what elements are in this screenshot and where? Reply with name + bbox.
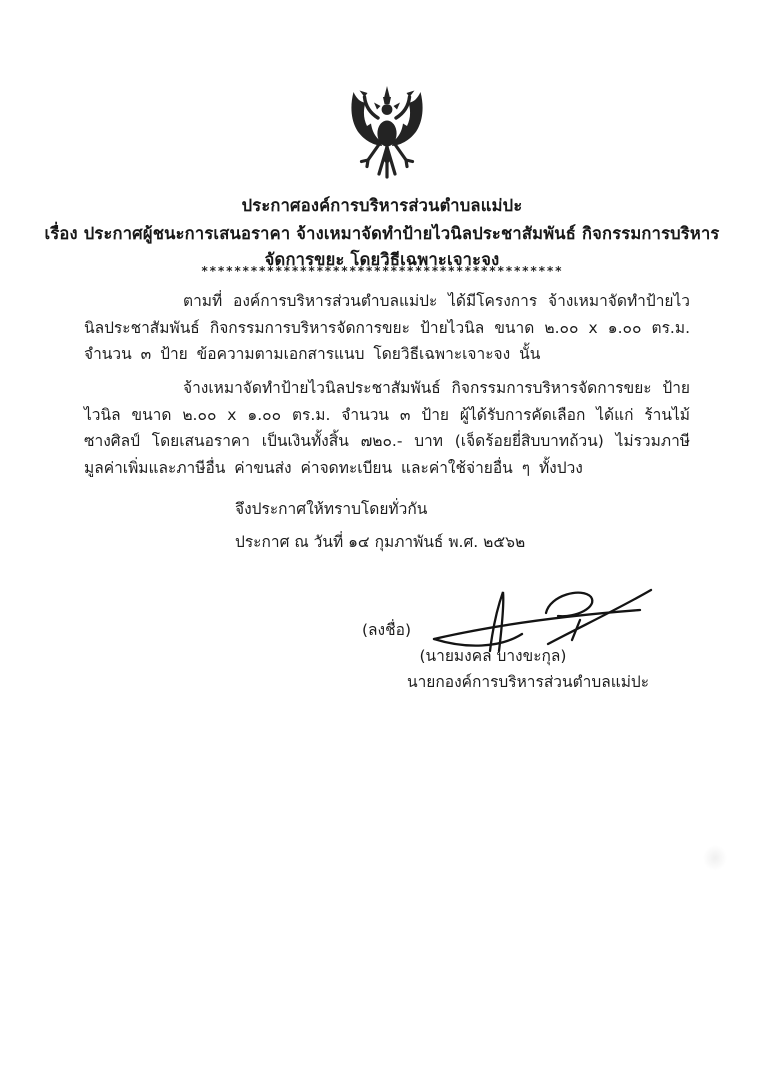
garuda-emblem-icon — [340, 84, 434, 180]
document-subject-line2: จัดการขยะ โดยวิธีเฉพาะเจาะจง — [264, 250, 500, 269]
document-title: ประกาศองค์การบริหารส่วนตำบลแม่ปะ — [241, 196, 523, 215]
signer-name: (นายมงคล บางขะกุล) — [419, 647, 567, 665]
announcement-date-line: ประกาศ ณ วันที่ ๑๔ กุมภาพันธ์ พ.ศ. ๒๕๖๒ — [235, 533, 526, 551]
signer-title: นายกองค์การบริหารส่วนตำบลแม่ปะ — [407, 673, 650, 691]
scan-artifact — [703, 845, 727, 871]
document-subject-line1: เรื่อง ประกาศผู้ชนะการเสนอราคา จ้างเหมาจัดทำป้ายไวนิลประชาสัมพันธ์ กิจกรรมการบริหาร — [44, 224, 720, 243]
body-paragraph-1: ตามที่ องค์การบริหารส่วนตำบลแม่ปะ ได้มีโครงการ จ้างเหมาจัดทำป้ายไวนิลประชาสัมพันธ์ กิจกรรมการบริหารจัดการขยะ ป้ายไวนิล ขนาด ๒.๐๐ x ๑.๐๐ ตร.ม. จำนวน ๓ ป้าย ข้อความตามเอกสารแนบ โดยวิธีเฉพาะเจาะจง นั้น — [84, 292, 690, 363]
sign-label: (ลงชื่อ) — [362, 621, 411, 639]
body-paragraph-2: จ้างเหมาจัดทำป้ายไวนิลประชาสัมพันธ์ กิจกรรมการบริหารจัดการขยะ ป้ายไวนิล ขนาด ๒.๐๐ x ๑.๐๐ ตร.ม. จำนวน ๓ ป้าย ผู้ได้รับการคัดเลือก ได้แก่ ร้านไม้ซางศิลป์ โดยเสนอราคา เป็นเงินทั้งสิ้น ๗๒๐.- บาท (เจ็ดร้อยยี่สิบบาทถ้วน) ไม่รวมภาษีมูลค่าเพิ่มและภาษีอื่น ค่าขนส่ง ค่าจดทะเบียน และค่าใช้จ่ายอื่น ๆ ทั้งปวง — [84, 379, 690, 477]
closing-statement: จึงประกาศให้ทราบโดยทั่วกัน — [235, 500, 428, 518]
asterisk-divider: ******************************************** — [201, 264, 563, 278]
